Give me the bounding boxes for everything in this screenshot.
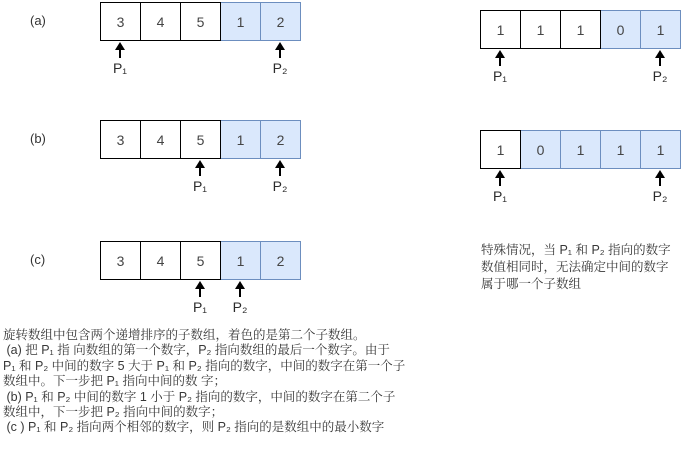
array-cell: 1 [600, 130, 641, 169]
array-cell: 3 [100, 120, 141, 159]
arrow-stem [119, 50, 121, 58]
arrow-up-icon [275, 160, 285, 168]
pointer-label-p1: P₁ [192, 299, 208, 315]
array-cell: 1 [640, 10, 681, 49]
array-a [100, 2, 301, 76]
pointer-p2 [645, 170, 675, 203]
caption-line: (c ) P₁ 和 P₂ 指向两个相邻的数字，则 P₂ 指向的是数组中的最小数字 [3, 420, 385, 435]
array-right-equal-case-2 [480, 130, 681, 204]
pointer-label-p2: P₂ [652, 188, 668, 204]
array-cell: 1 [520, 10, 561, 49]
arrow-up-icon [235, 281, 245, 289]
array-cell: 1 [640, 130, 681, 169]
pointer-p1 [185, 160, 215, 193]
caption-line: 数组中，下一步把 P₂ 指向中间的数字； [3, 405, 224, 420]
pointer-p2 [225, 281, 255, 314]
array-cell: 0 [600, 10, 641, 49]
arrow-up-icon [495, 50, 505, 58]
array-cell: 4 [140, 2, 181, 41]
array-cell: 2 [260, 2, 301, 41]
pointer-label-p1: P₁ [112, 60, 128, 76]
special-case-note [481, 242, 682, 293]
arrow-up-icon [655, 50, 665, 58]
array-cell: 3 [100, 241, 141, 280]
array-cell: 2 [260, 241, 301, 280]
arrow-up-icon [195, 160, 205, 168]
array-cell: 4 [140, 241, 181, 280]
arrow-up-icon [275, 42, 285, 50]
array-cell: 1 [480, 10, 521, 49]
caption-line: (a) 把 P₁ 指 向数组的第一个数字，P₂ 指向数组的最后一个数字。由于 [3, 343, 390, 358]
pointer-p1 [105, 42, 135, 75]
caption-line: (b) P₁ 和 P₂ 中间的数字 1 小于 P₂ 指向的数字，中间的数字在第二个子 [3, 389, 396, 404]
arrow-stem [239, 289, 241, 297]
array-cell: 0 [520, 130, 561, 169]
arrow-stem [499, 178, 501, 186]
note-line: 数值相同时，无法确定中间的数字 [481, 260, 669, 274]
caption-line: 数组中。下一步把 P₁ 指向中间的数 字； [3, 374, 226, 389]
pointer-label-p2: P₂ [272, 178, 288, 194]
figure-label-c: (c) [30, 252, 46, 267]
array-cell: 5 [180, 241, 221, 280]
pointer-label-p1: P₁ [192, 178, 208, 194]
pointer-p1 [485, 50, 515, 83]
array-cell: 1 [480, 130, 521, 169]
array-cell: 1 [220, 2, 261, 41]
figure-caption [3, 328, 433, 436]
array-cell: 1 [220, 120, 261, 159]
array-b [100, 120, 301, 194]
array-right-equal-case-1 [480, 10, 681, 84]
arrow-stem [279, 50, 281, 58]
pointer-p1 [485, 170, 515, 203]
arrow-up-icon [195, 281, 205, 289]
array-cell: 1 [560, 10, 601, 49]
array-cell: 3 [100, 2, 141, 41]
array-c [100, 241, 301, 315]
arrow-up-icon [655, 170, 665, 178]
note-line: 特殊情况，当 P₁ 和 P₂ 指向的数字 [481, 243, 671, 257]
pointer-label-p2: P₂ [232, 299, 248, 315]
arrow-stem [659, 178, 661, 186]
arrow-stem [659, 58, 661, 66]
arrow-stem [279, 168, 281, 176]
array-cell: 1 [560, 130, 601, 169]
array-cell: 1 [220, 241, 261, 280]
note-line: 属于哪一个子数组 [481, 277, 582, 291]
pointer-label-p1: P₁ [492, 188, 508, 204]
arrow-stem [199, 289, 201, 297]
pointer-label-p2: P₂ [272, 60, 288, 76]
arrow-up-icon [115, 42, 125, 50]
pointer-label-p1: P₁ [492, 68, 508, 84]
caption-line: 旋转数组中包含两个递增排序的子数组，着色的是第二个子数组。 [3, 328, 366, 342]
array-cell: 5 [180, 2, 221, 41]
array-cell: 4 [140, 120, 181, 159]
pointer-p2 [645, 50, 675, 83]
figure-label-a: (a) [30, 13, 46, 28]
array-cell: 2 [260, 120, 301, 159]
pointer-p1 [185, 281, 215, 314]
pointer-p2 [265, 160, 295, 193]
pointer-p2 [265, 42, 295, 75]
caption-line: P₁ 和 P₂ 中间的数字 5 大于 P₁ 和 P₂ 指向的数字，中间的数字在第一个子 [3, 358, 406, 373]
array-cell: 5 [180, 120, 221, 159]
figure-label-b: (b) [30, 131, 46, 146]
arrow-stem [499, 58, 501, 66]
pointer-label-p2: P₂ [652, 68, 668, 84]
arrow-up-icon [495, 170, 505, 178]
arrow-stem [199, 168, 201, 176]
